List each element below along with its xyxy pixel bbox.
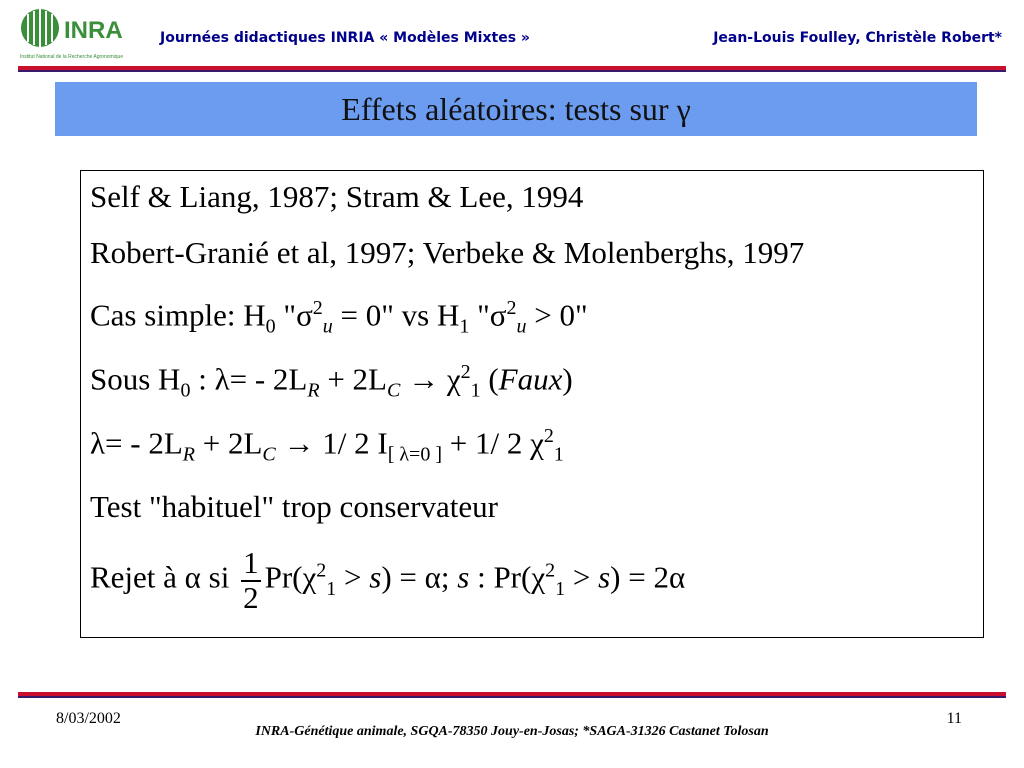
svg-text:Institut National de la Recher: Institut National de la Recherche Agronomique xyxy=(20,54,124,60)
inra-logo xyxy=(18,4,138,62)
page-number: 11 xyxy=(946,710,962,727)
header-authors: Jean-Louis Foulley, Christèle Robert* xyxy=(713,30,1002,46)
line-references-1: Self & Liang, 1987; Stram & Lee, 1994 xyxy=(90,179,584,214)
line-lambda-mixture: $\lambda= - 2L_R + 2L_C \to 1/$ 2 $I_{[ \lambda=0 ]} + 1/$ 2 $\chi^2_1$ xyxy=(90,425,564,466)
line-usual-test: Test "habituel" trop conservateur xyxy=(90,489,498,524)
line-simple-case: Cas simple: $H_0$ "$\sigma^2_u = 0$" vs $H_1$ "$\sigma^2_u > 0$" xyxy=(90,297,588,338)
content-box xyxy=(80,170,984,638)
footer-rule xyxy=(18,692,1006,698)
svg-text:INRA: INRA xyxy=(64,17,123,44)
header-event-title: Journées didactiques INRIA « Modèles Mixtes » xyxy=(160,30,530,46)
slide-title: Effets aléatoires: tests sur γ xyxy=(341,90,691,127)
line-rejection-rule: Rejet à α si $\frac{1}{2}$ $Pr(\chi^2_1 > s) = \alpha$; s : $Pr(\chi^2_1 > s) = 2\alpha$ xyxy=(90,545,686,615)
header-rule xyxy=(18,66,1006,72)
fraction-one-half: $\frac{1}{2}$ xyxy=(243,545,259,615)
slide-title-bar xyxy=(55,82,977,136)
footer-date: 8/03/2002 xyxy=(56,710,121,727)
line-under-h0: Sous $H_0$ : $\lambda= - 2L_R + 2L_C \to \chi^2_1$ (Faux) xyxy=(90,361,573,402)
line-references-2: Robert-Granié et al, 1997; Verbeke & Molenberghs, 1997 xyxy=(90,235,805,270)
footer-affiliation: INRA-Génétique animale, SGQA-78350 Jouy-en-Josas; *SAGA-31326 Castanet Tolosan xyxy=(255,724,769,739)
